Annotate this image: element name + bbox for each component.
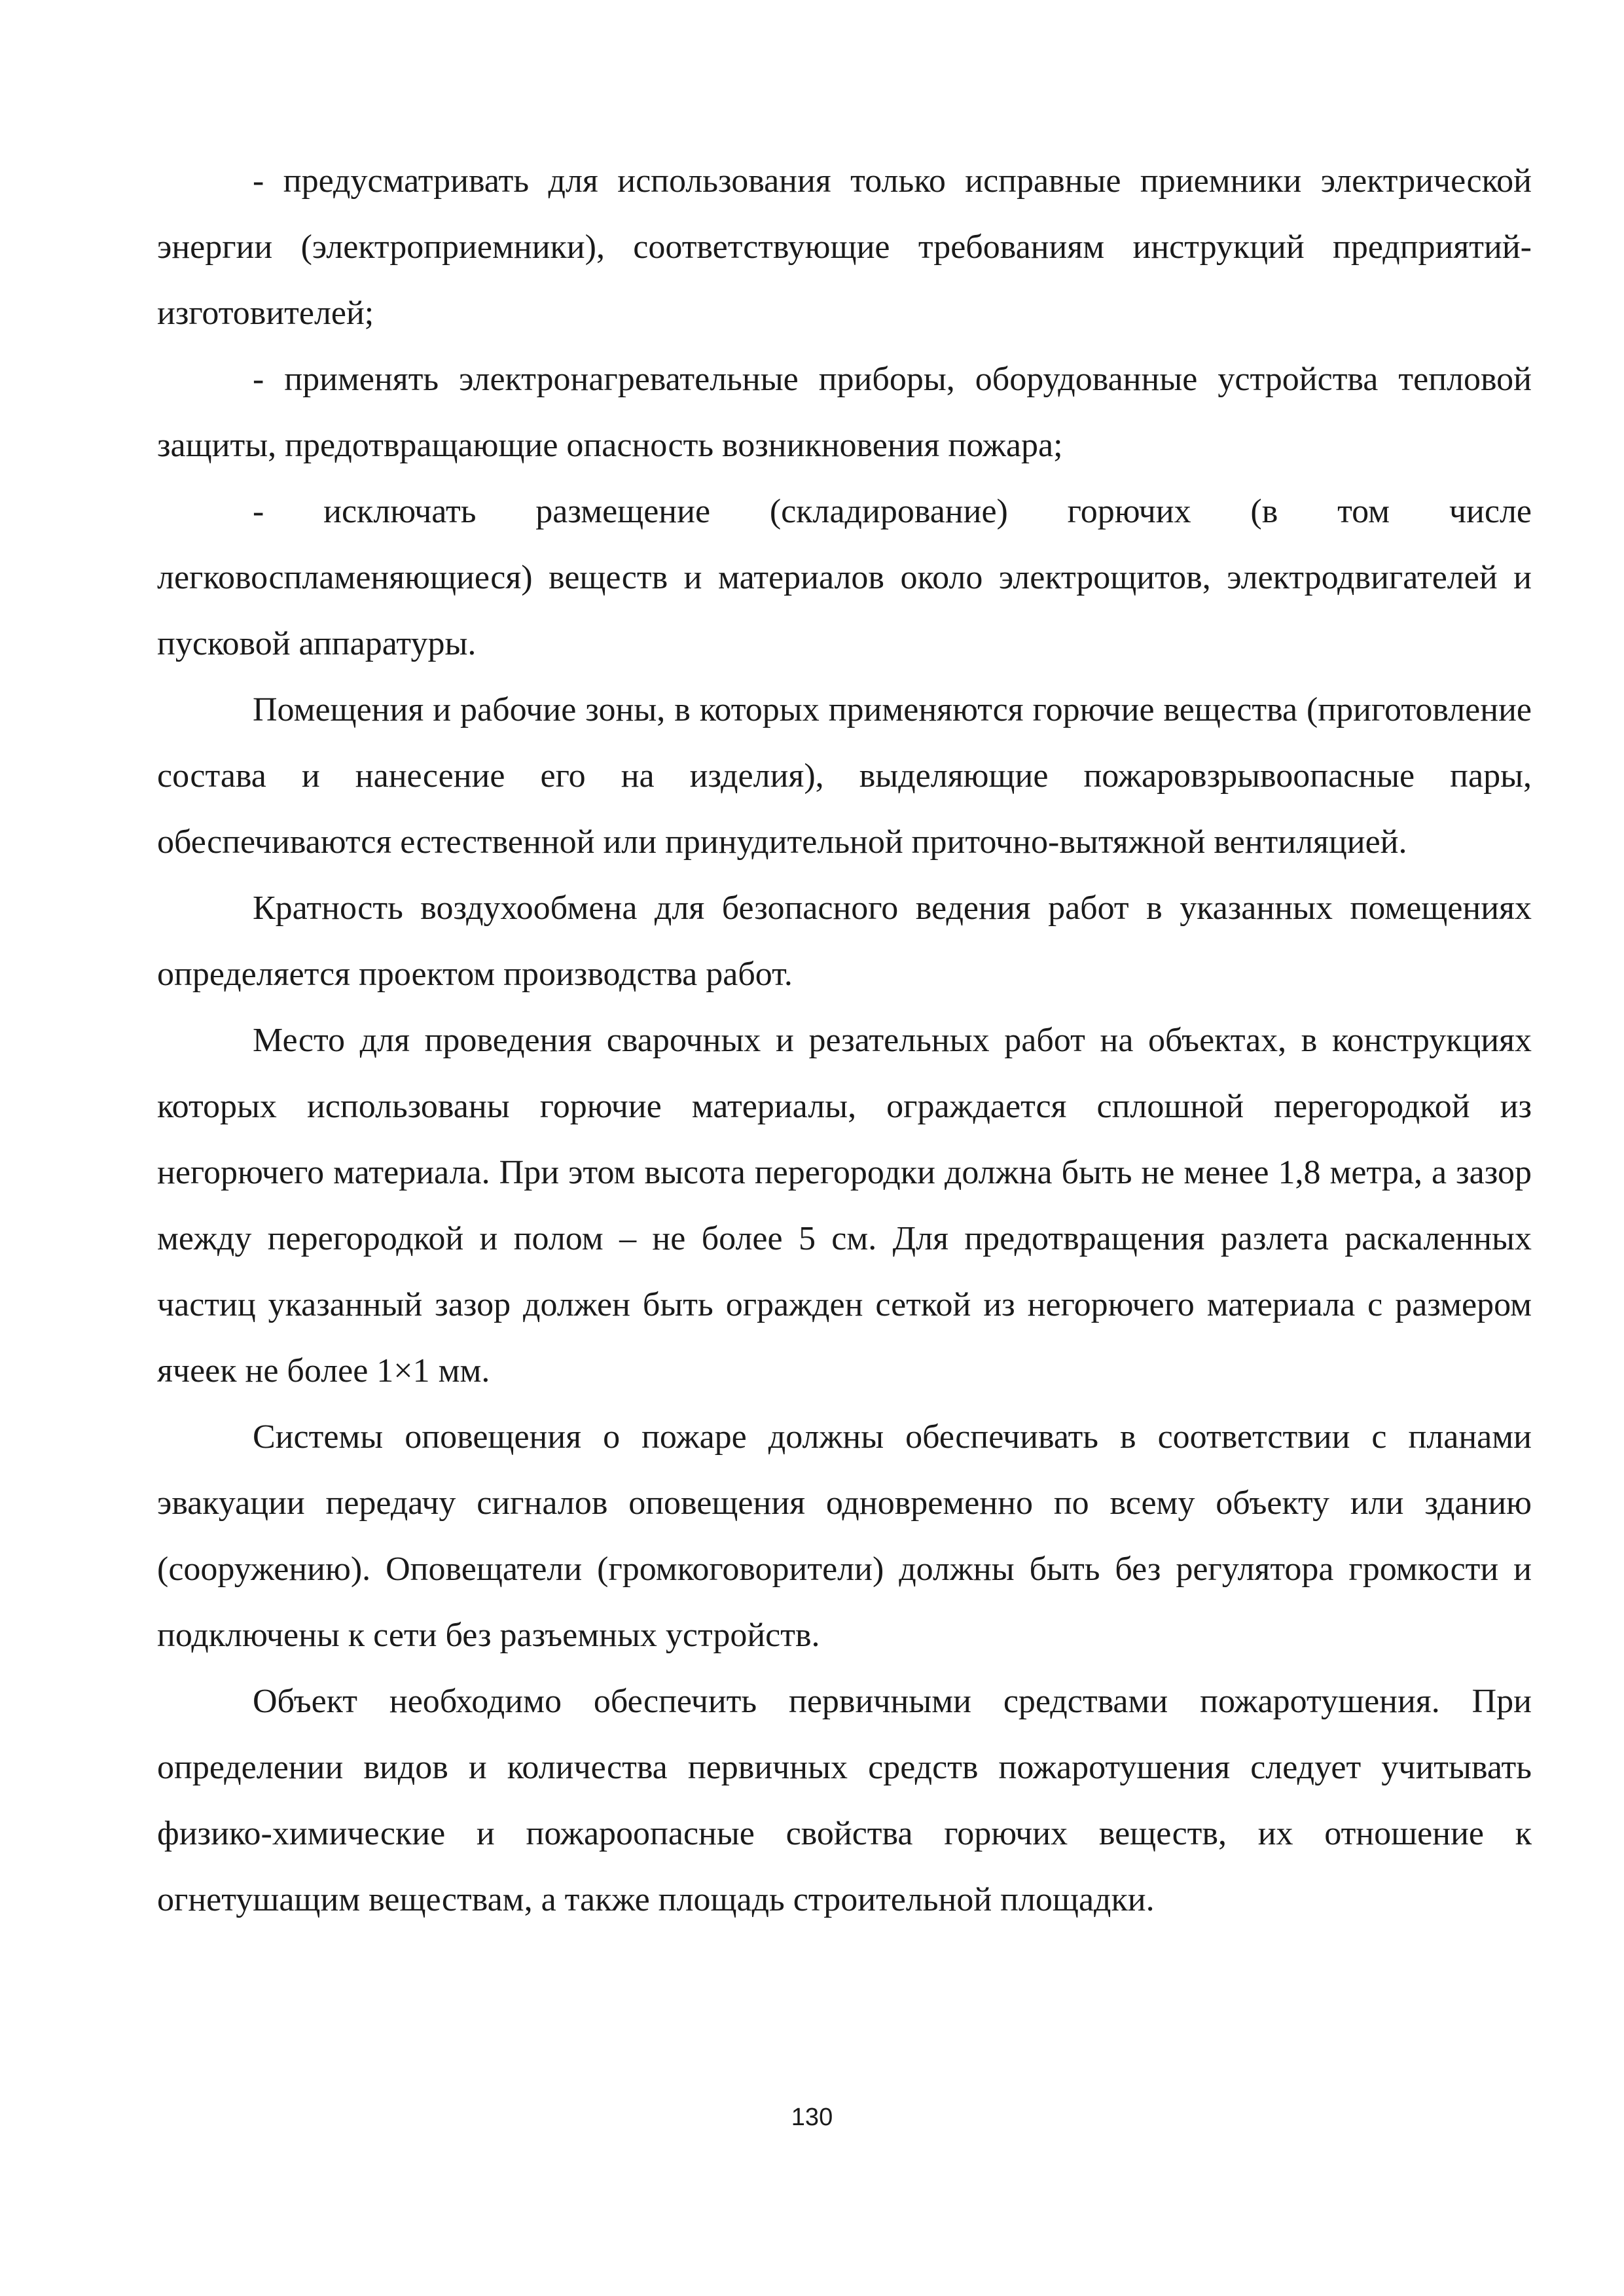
paragraph-ventilation: Помещения и рабочие зоны, в которых применяются горючие вещества (приготовление состава и нанесение его на изделия), выделяющие пожаровзрывоопасные пары, обеспечиваются естественной или принудительной приточно-вытяжной вентиляцией. [157, 691, 1532, 861]
paragraph-alert-systems: Системы оповещения о пожаре должны обеспечивать в соответствии с планами эвакуации передачу сигналов оповещения одновременно по всему объекту или зданию (сооружению). Оповещатели (громкоговорители) должны быть без регулятора громкости и подключены к сети без разъемных устройств. [157, 1418, 1532, 1654]
body-text [157, 148, 1532, 1933]
paragraph-list-item-3: - исключать размещение (складирование) горючих (в том числе легковоспламеняющиеся) веществ и материалов около электрощитов, электродвигателей и пусковой аппаратуры. [157, 493, 1532, 662]
paragraph-list-item-1: - предусматривать для использования только исправные приемники электрической энергии (электроприемники), соответствующие требованиям инструкций предприятий-изготовителей; [157, 162, 1532, 332]
paragraph-list-item-2: - применять электронагревательные приборы, оборудованные устройства тепловой защиты, предотвращающие опасность возникновения пожара; [157, 361, 1532, 464]
paragraph-extinguishing: Объект необходимо обеспечить первичными средствами пожаротушения. При определении видов и количества первичных средств пожаротушения следует учитывать физико-химические и пожароопасные свойства горючих веществ, их отношение к огнетушащим веществам, а также площадь строительной площадки. [157, 1683, 1532, 1918]
paragraph-air-exchange: Кратность воздухообмена для безопасного ведения работ в указанных помещениях определяется проектом производства работ. [157, 889, 1532, 993]
page-number: 130 [791, 2104, 833, 2131]
paragraph-welding: Место для проведения сварочных и резательных работ на объектах, в конструкциях которых использованы горючие материалы, ограждается сплошной перегородкой из негорючего материала. При этом высота перегородки должна быть не менее 1,8 метра, а зазор между перегородкой и полом – не более 5 см. Для предотвращения разлета раскаленных частиц указанный зазор должен быть огражден сеткой из негорючего материала с размером ячеек не более 1×1 мм. [157, 1022, 1532, 1390]
